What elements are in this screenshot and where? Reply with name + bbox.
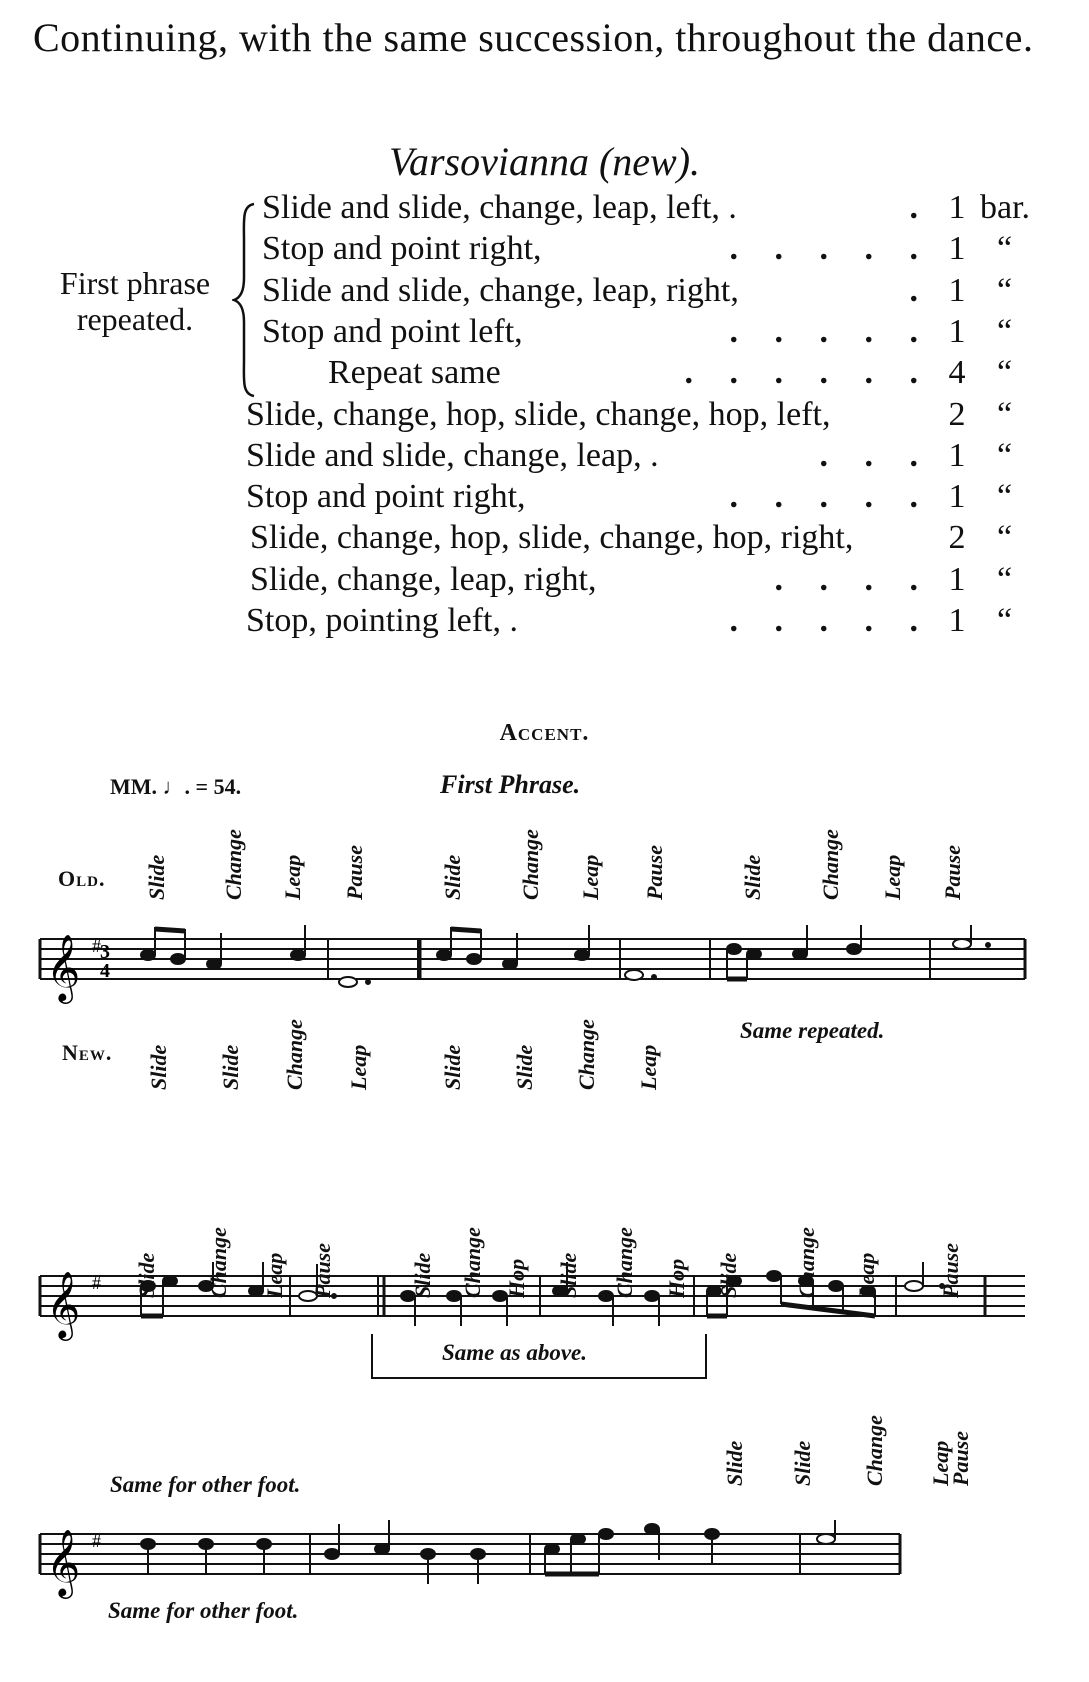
- step-word: Leap: [636, 1044, 661, 1090]
- step-row: [262, 186, 1062, 230]
- treble-clef-icon: 𝄞: [46, 935, 81, 1000]
- step-leader-dots: . . . . .: [729, 602, 932, 639]
- step-bar-count: 1: [948, 560, 966, 598]
- staff-first-phrase: [30, 925, 1040, 1015]
- step-word: Hop: [504, 1258, 529, 1298]
- step-label: Stop and point right,: [262, 230, 542, 268]
- step-word: Change: [612, 1227, 637, 1298]
- step-word: Slide: [440, 854, 465, 900]
- step-label: Slide, change, leap, right,: [250, 560, 597, 598]
- step-word: Leap: [854, 1252, 879, 1298]
- step-label: Slide and slide, change, leap, left, .: [262, 189, 737, 226]
- metronome: MM. ♩. = 54.: [110, 774, 242, 799]
- step-row: [262, 310, 1062, 354]
- step-word: Slide: [144, 854, 169, 900]
- step-word: Slide: [410, 1252, 435, 1298]
- step-unit: “: [997, 271, 1013, 309]
- step-row: [262, 227, 1062, 271]
- step-unit: “: [997, 478, 1013, 516]
- step-leader-dots: .: [909, 189, 932, 226]
- same-as-above: Same as above.: [442, 1340, 588, 1365]
- step-bar-count: 2: [948, 519, 966, 557]
- step-bar-count: 1: [948, 271, 966, 309]
- step-bar-count: 1: [948, 602, 966, 639]
- step-unit: “: [997, 436, 1013, 474]
- step-word: Change: [221, 829, 246, 900]
- step-unit: “: [997, 395, 1013, 433]
- step-word: Slide: [716, 1252, 741, 1298]
- step-unit: “: [997, 354, 1013, 392]
- step-bar-count: 1: [948, 189, 966, 226]
- step-word: Hop: [664, 1258, 689, 1298]
- step-bar-count: 1: [948, 436, 966, 474]
- step-word: Change: [518, 829, 543, 900]
- step-label: Slide and slide, change, leap, .: [246, 436, 659, 474]
- section-title: Varsovianna (new).: [388, 139, 701, 184]
- step-bar-count: 1: [948, 478, 966, 516]
- step-leader-dots: . . . . . .: [684, 354, 932, 392]
- bracket-label: First phrase repeated.: [59, 265, 211, 337]
- dotted-half-note-icon: ♩.: [162, 774, 191, 799]
- step-label: Slide and slide, change, leap, right,: [262, 271, 739, 309]
- step-word: Pause: [940, 845, 965, 900]
- step-unit: “: [997, 230, 1013, 268]
- intro-paragraph: Continuing, with the same succession, throughout the dance.: [33, 15, 1034, 60]
- step-unit: “: [997, 602, 1013, 639]
- step-row: [262, 269, 1062, 313]
- step-word: Slide: [146, 1044, 171, 1090]
- step-word: Slide: [218, 1044, 243, 1090]
- svg-text:#: #: [92, 1273, 101, 1293]
- step-word: Change: [818, 829, 843, 900]
- step-word: Change: [282, 1019, 307, 1090]
- step-label: Repeat same: [328, 354, 501, 392]
- step-word: Leap: [280, 854, 305, 900]
- step-word: Change: [574, 1019, 599, 1090]
- step-word: Leap: [880, 854, 905, 900]
- step-row: [250, 516, 1062, 560]
- step-unit: “: [997, 312, 1013, 350]
- step-word: Slide: [440, 1044, 465, 1090]
- accent-heading: Accent.: [499, 720, 590, 746]
- step-word: Leap: [928, 1440, 953, 1486]
- same-other-foot-top: Same for other foot.: [110, 1472, 301, 1497]
- step-leader-dots: . . . . .: [729, 478, 932, 516]
- step-label: Stop and point left,: [262, 312, 523, 350]
- step-bar-count: 2: [948, 395, 966, 433]
- step-word: Leap: [578, 854, 603, 900]
- step-word: Slide: [790, 1440, 815, 1486]
- step-word: Change: [206, 1227, 231, 1298]
- step-label: Slide, change, hop, slide, change, hop, right,: [250, 519, 854, 557]
- step-row: [246, 393, 1062, 437]
- staff-third: [30, 1520, 930, 1610]
- old-label: Old.: [58, 866, 106, 891]
- same-other-foot-bottom: Same for other foot.: [108, 1598, 299, 1623]
- step-row: [246, 434, 1062, 478]
- step-word: Pause: [310, 1243, 335, 1298]
- treble-clef-icon: 𝄞: [46, 1530, 81, 1595]
- step-leader-dots: . . . . .: [729, 230, 932, 268]
- step-word: Change: [460, 1227, 485, 1298]
- step-word: Slide: [740, 854, 765, 900]
- step-bar-count: 1: [948, 230, 966, 268]
- step-word: Pause: [948, 1431, 973, 1486]
- step-word: Slide: [512, 1044, 537, 1090]
- step-unit: “: [997, 519, 1013, 557]
- svg-text:#: #: [92, 1531, 101, 1551]
- step-bar-count: 1: [948, 312, 966, 350]
- step-word: Pause: [642, 845, 667, 900]
- step-word: Slide: [722, 1440, 747, 1486]
- step-row: [250, 558, 1062, 602]
- step-label: Slide, change, hop, slide, change, hop, left,: [246, 395, 831, 433]
- step-word: Slide: [134, 1252, 159, 1298]
- step-word: Change: [794, 1227, 819, 1298]
- step-row: [262, 351, 1062, 395]
- first-phrase-heading: First Phrase.: [440, 770, 581, 799]
- same-repeated: Same repeated.: [740, 1018, 885, 1043]
- treble-clef-icon: 𝄞: [46, 1272, 81, 1337]
- step-row: [246, 599, 1062, 643]
- step-word: Leap: [262, 1252, 287, 1298]
- time-sig-top: 3: [100, 941, 110, 963]
- step-leader-dots: . . .: [819, 436, 932, 474]
- step-word: Slide: [556, 1252, 581, 1298]
- step-label: Stop, pointing left, .: [246, 602, 518, 639]
- step-leader-dots: . . . .: [774, 560, 932, 598]
- step-word: Pause: [938, 1243, 963, 1298]
- time-sig-bottom: 4: [100, 960, 110, 982]
- new-label: New.: [62, 1040, 113, 1065]
- step-unit: “: [997, 560, 1013, 598]
- step-word: Pause: [342, 845, 367, 900]
- curly-brace: [232, 200, 262, 400]
- step-bar-count: 4: [948, 354, 966, 392]
- step-word: Change: [862, 1415, 887, 1486]
- step-row: [246, 475, 1062, 519]
- step-label: Stop and point right,: [246, 478, 526, 516]
- step-leader-dots: . . . . .: [729, 312, 932, 350]
- svg-text:#: #: [92, 936, 101, 956]
- step-unit: bar.: [980, 189, 1031, 226]
- step-word: Leap: [346, 1044, 371, 1090]
- step-leader-dots: .: [909, 271, 932, 309]
